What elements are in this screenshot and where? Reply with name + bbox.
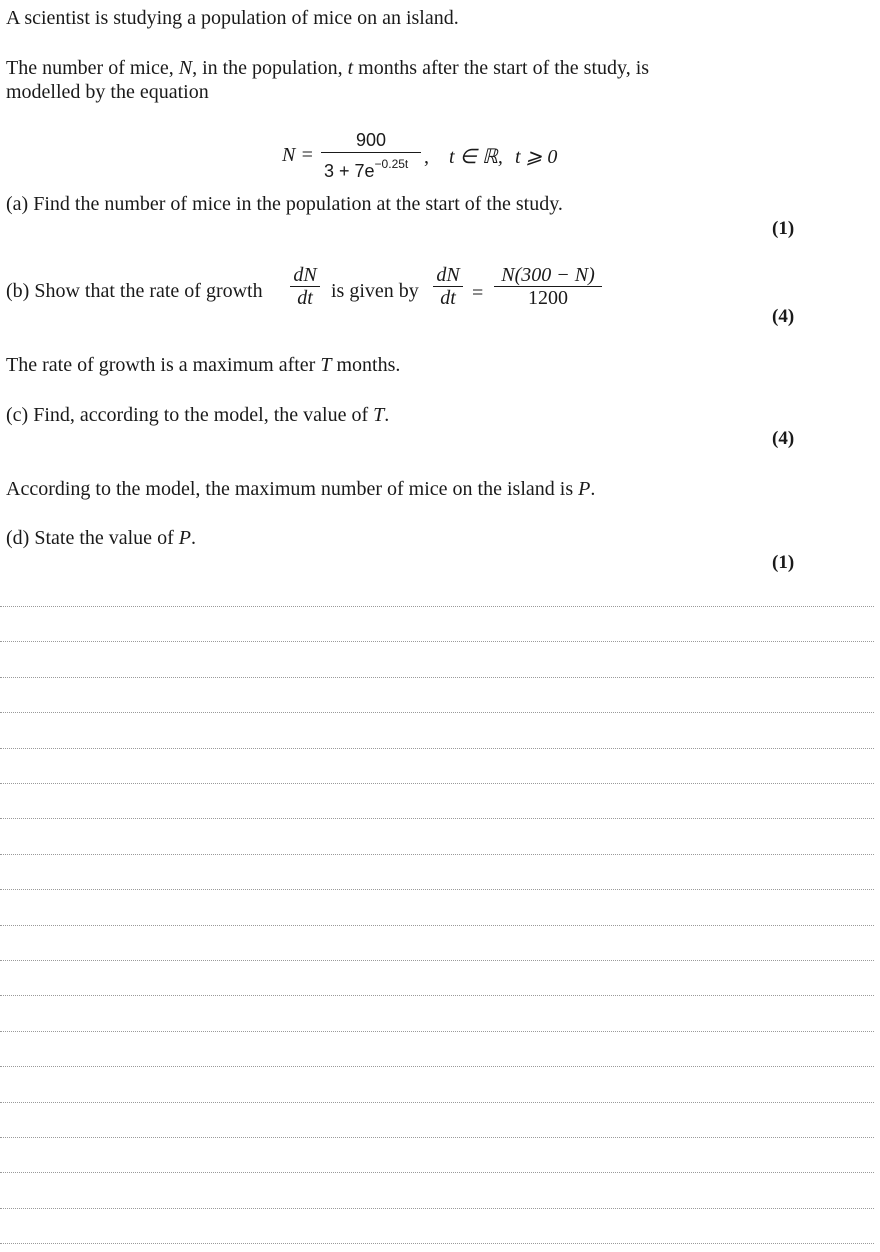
answer-line[interactable] xyxy=(0,748,874,749)
var-N: N xyxy=(178,57,193,79)
equals-sign: = xyxy=(472,282,484,304)
answer-line[interactable] xyxy=(0,1208,874,1209)
comma: , xyxy=(424,146,429,168)
answer-line[interactable] xyxy=(0,606,874,607)
denominator-exponent: −0.25t xyxy=(374,157,409,171)
answer-line[interactable] xyxy=(0,1172,874,1173)
part-d xyxy=(6,526,196,550)
text: , in the population, xyxy=(192,57,348,79)
marks-c: (4) xyxy=(772,428,795,449)
stem-d xyxy=(6,477,595,501)
answer-line[interactable] xyxy=(0,1066,874,1067)
answer-line[interactable] xyxy=(0,925,874,926)
dN-dt-fraction xyxy=(290,264,320,309)
text: . xyxy=(384,404,390,426)
intro-line xyxy=(6,6,459,30)
answer-line[interactable] xyxy=(0,1137,874,1138)
part-text: Find the number of mice in the population at the start of the study. xyxy=(33,193,563,215)
text: According to the model, the maximum number of mice on the island is xyxy=(6,478,579,500)
rhs-denominator: 1200 xyxy=(528,287,568,309)
answer-line[interactable] xyxy=(0,889,874,890)
answer-line[interactable] xyxy=(0,783,874,784)
answer-line[interactable] xyxy=(0,641,874,642)
text: modelled by the equation xyxy=(6,81,209,103)
dN: dN xyxy=(293,264,317,286)
answer-line[interactable] xyxy=(0,712,874,713)
text: . xyxy=(590,478,596,500)
text: . xyxy=(190,527,196,549)
dN: dN xyxy=(436,264,460,286)
marks-d: (1) xyxy=(772,552,795,573)
text: months after the start of the study, is xyxy=(353,57,650,79)
part-label: (c) xyxy=(6,404,29,426)
part-text: Find, according to the model, the value of xyxy=(33,404,374,426)
intro-text: A scientist is studying a population of mice on an island. xyxy=(6,7,459,29)
equation-lhs: N = xyxy=(282,144,314,166)
answer-line[interactable] xyxy=(0,677,874,678)
var-t: t xyxy=(347,57,354,79)
marks-b: (4) xyxy=(772,306,795,327)
numerator: 900 xyxy=(355,130,387,150)
denominator-base: 3 + 7e xyxy=(324,161,375,181)
domain-nonneg: t ⩾ 0 xyxy=(515,146,558,168)
part-text: Show that the rate of growth xyxy=(34,280,263,302)
var-T: T xyxy=(373,404,385,426)
domain-reals: t ∈ ℝ, xyxy=(449,146,503,168)
label: (b) xyxy=(6,280,30,302)
text: months. xyxy=(331,354,401,376)
answer-line[interactable] xyxy=(0,1243,874,1244)
answer-line[interactable] xyxy=(0,1102,874,1103)
dt: dt xyxy=(440,287,456,309)
answer-line[interactable] xyxy=(0,854,874,855)
part-label xyxy=(6,280,263,303)
answer-line[interactable] xyxy=(0,995,874,996)
dt: dt xyxy=(297,287,313,309)
var-P: P xyxy=(178,527,191,549)
part-text: State the value of xyxy=(34,527,179,549)
text: The rate of growth is a maximum after xyxy=(6,354,321,376)
rhs-fraction xyxy=(494,264,602,309)
var-T: T xyxy=(320,354,332,376)
var-P: P xyxy=(578,478,591,500)
part-label: (a) xyxy=(6,193,29,215)
part-c xyxy=(6,403,389,427)
answer-line[interactable] xyxy=(0,1031,874,1032)
answer-line[interactable] xyxy=(0,960,874,961)
marks-a: (1) xyxy=(772,218,795,239)
answer-line[interactable] xyxy=(0,818,874,819)
denominator xyxy=(321,153,421,184)
model-description xyxy=(6,56,649,104)
rhs-numerator: N(300 − N) xyxy=(501,264,595,286)
part-label: (d) xyxy=(6,527,30,549)
dN-dt-fraction-2 xyxy=(433,264,463,309)
equation-fraction xyxy=(321,128,421,184)
part-text-mid: is given by xyxy=(331,280,419,302)
stem-c xyxy=(6,353,400,377)
part-a xyxy=(6,192,563,216)
text: The number of mice, xyxy=(6,57,179,79)
